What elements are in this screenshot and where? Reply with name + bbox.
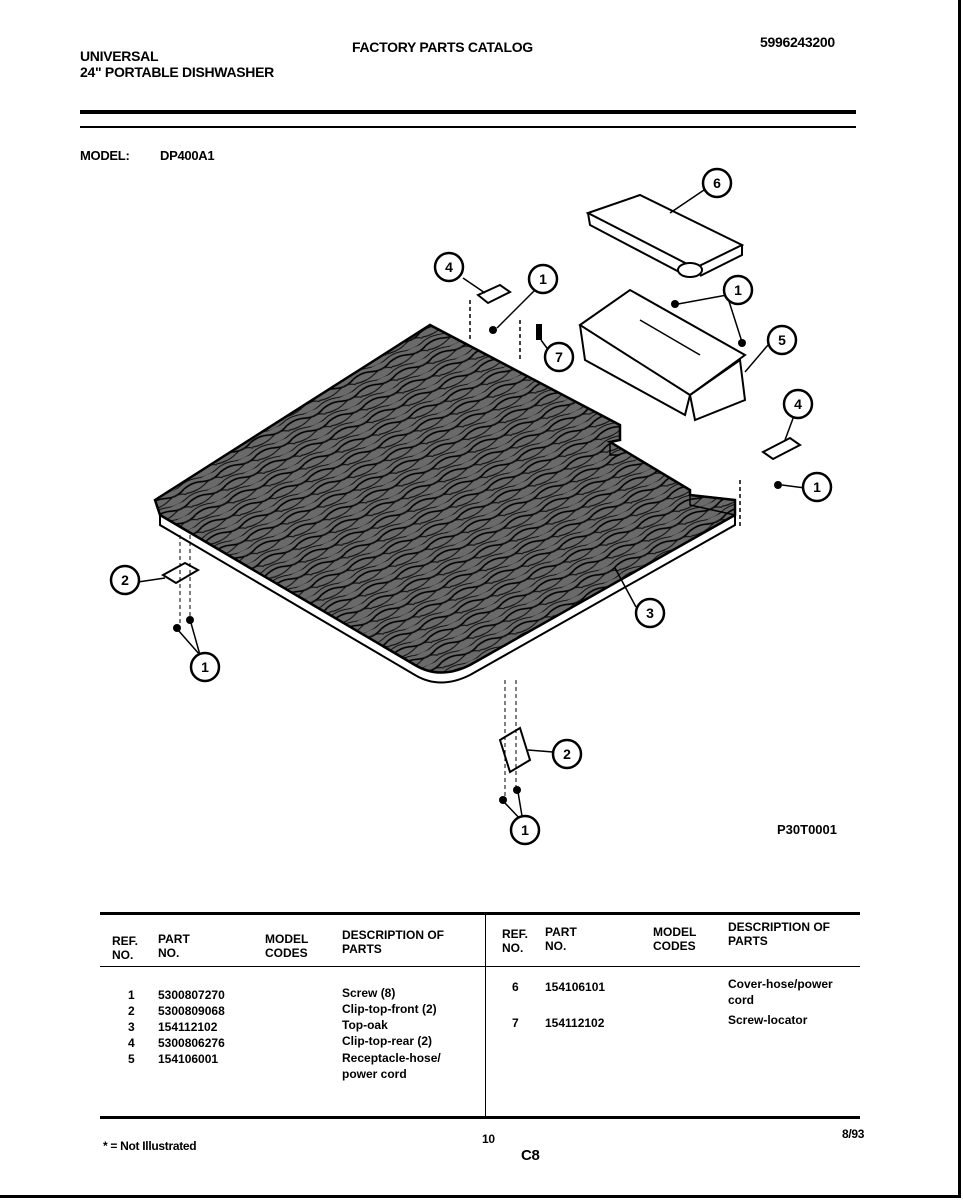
callout-1-label: 1 (201, 659, 209, 675)
catalog-title: FACTORY PARTS CATALOG (352, 39, 533, 55)
product-name: 24" PORTABLE DISHWASHER (80, 64, 274, 80)
header-rule-thin (80, 126, 856, 128)
callout-1-rear-right (803, 473, 831, 501)
table-bottom-rule (100, 1116, 860, 1119)
table-top-rule (100, 912, 860, 915)
row-ref: 2 (128, 1004, 135, 1018)
rear-clip-right (763, 438, 800, 489)
row-description: Screw-locator (728, 1013, 808, 1027)
row-description: Screw (8) (342, 986, 396, 1000)
callout-1-label: 1 (734, 282, 742, 298)
row-part-no: 5300806276 (158, 1036, 225, 1050)
callout-1-front-left (191, 653, 219, 681)
row-ref: 3 (128, 1020, 135, 1034)
callout-1-label: 1 (521, 822, 529, 838)
row-part-no: 5300809068 (158, 1004, 225, 1018)
header-rule-thick (80, 110, 856, 114)
callout-3-label: 3 (646, 605, 654, 621)
row-part-no: 154112102 (158, 1020, 218, 1034)
callout-3 (636, 599, 664, 627)
table-divider (485, 912, 486, 1117)
row-ref: 6 (512, 980, 519, 994)
callout-1-rear-left (529, 265, 557, 293)
table-header-rule (100, 966, 860, 967)
model-label: MODEL: (80, 148, 130, 163)
header-model-codes: MODEL CODES (265, 932, 309, 960)
row-description: Clip-top-rear (2) (342, 1034, 432, 1048)
screw-locator (536, 324, 542, 340)
row-ref: 4 (128, 1036, 135, 1050)
callout-2-front-left (111, 566, 139, 594)
page-number: 10 (482, 1132, 495, 1146)
header-description: DESCRIPTION OF PARTS (342, 928, 445, 956)
row-part-no: 5300807270 (158, 988, 225, 1002)
row-ref: 5 (128, 1052, 135, 1066)
front-clip-right (499, 680, 530, 804)
receptacle-hose-part (580, 290, 746, 420)
row-part-no: 154112102 (545, 1016, 605, 1030)
callout-1-label: 1 (813, 479, 821, 495)
callout-2-front-right (553, 740, 581, 768)
callout-6 (703, 169, 731, 197)
callout-6-label: 6 (713, 175, 721, 191)
front-clip-left (163, 535, 198, 632)
row-description: Clip-top-front (2) (342, 1002, 437, 1016)
callout-5 (768, 326, 796, 354)
catalog-number: 5996243200 (760, 34, 835, 50)
header-ref-no-right: REF. NO. (502, 927, 529, 955)
brand: UNIVERSAL (80, 48, 159, 64)
row-description: Top-oak (342, 1018, 388, 1032)
header-description-right: DESCRIPTION OF PARTS (728, 920, 831, 948)
callout-4-label: 4 (794, 396, 802, 412)
not-illustrated-legend: * = Not Illustrated (103, 1139, 197, 1153)
callout-7 (545, 343, 573, 371)
header-ref-no: REF. NO. (112, 934, 139, 962)
callout-4-rear-left (435, 253, 463, 281)
row-description: Cover-hose/power cord (728, 977, 833, 1007)
callout-2-label: 2 (121, 572, 129, 588)
row-ref: 7 (512, 1016, 519, 1030)
callout-1-front-right (511, 816, 539, 844)
header-part-no-right: PART NO. (545, 925, 577, 953)
exploded-parts-diagram (0, 150, 963, 910)
row-part-no: 154106101 (545, 980, 606, 994)
oak-top-part (155, 325, 735, 683)
row-part-no: 154106001 (158, 1052, 219, 1066)
footer-mark: C8 (521, 1147, 540, 1164)
callout-2-label: 2 (563, 746, 571, 762)
drawing-code: P30T0001 (777, 822, 837, 837)
header-model-codes-right: MODEL CODES (653, 925, 697, 953)
cover-hose-part (588, 195, 742, 277)
callout-4-rear-right (784, 390, 812, 418)
header-part-no: PART NO. (158, 932, 190, 960)
model-number: DP400A1 (160, 148, 215, 163)
row-ref: 1 (128, 988, 135, 1002)
revision-date: 8/93 (842, 1127, 865, 1141)
callout-1-label: 1 (539, 271, 547, 287)
callout-4-label: 4 (445, 259, 453, 275)
callout-1-receptacle (724, 276, 752, 304)
row-description: Receptacle-hose/ power cord (342, 1051, 441, 1081)
callout-5-label: 5 (778, 332, 786, 348)
callout-7-label: 7 (555, 349, 563, 365)
